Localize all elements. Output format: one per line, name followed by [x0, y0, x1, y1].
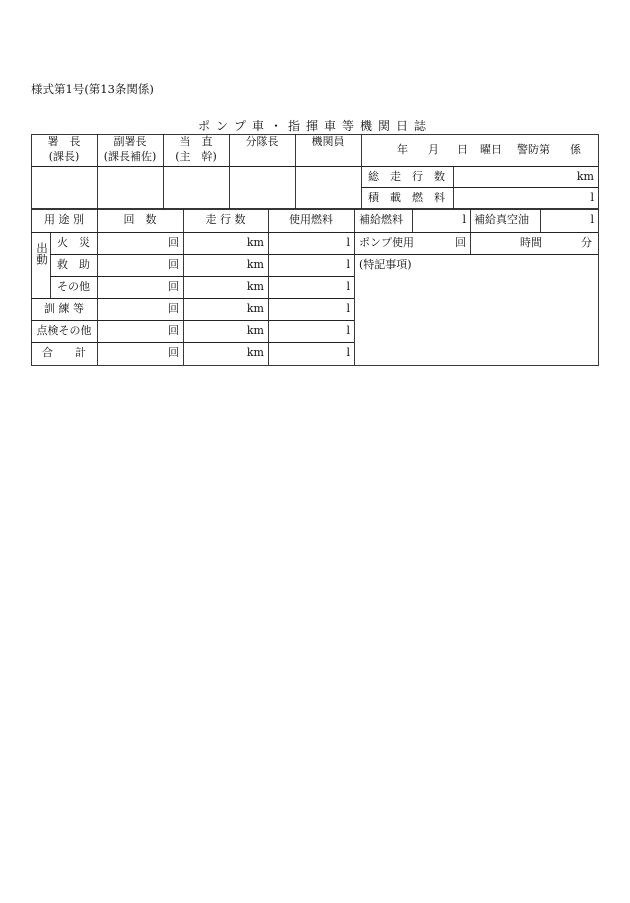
- row-rescue-distance-unit[interactable]: km: [246, 258, 264, 271]
- row-label-inspection: 点検その他: [36, 324, 92, 337]
- row-total-fuel-unit[interactable]: l: [346, 346, 350, 359]
- fuel-on-board-field[interactable]: [454, 191, 594, 206]
- dispatch-group-label: 出動: [35, 242, 49, 265]
- deputy-header: [97, 135, 163, 165]
- fuel-on-board-label: 積 載 燃 料: [368, 191, 445, 204]
- row-total-distance-unit[interactable]: km: [246, 346, 264, 359]
- row-training-count-unit[interactable]: 回: [168, 302, 179, 315]
- refuel-label: 補給燃料: [359, 213, 403, 226]
- chief-sublabel: (課長): [48, 149, 80, 163]
- form-number: 様式第1号(第13条関係): [31, 82, 154, 96]
- squad-leader-header: 分隊長: [245, 135, 279, 148]
- row-inspection-fuel-unit[interactable]: l: [346, 324, 350, 337]
- row-fire-fuel-unit[interactable]: l: [346, 236, 350, 249]
- date-month: 月: [428, 143, 439, 156]
- section-suffix: 係: [570, 143, 581, 156]
- row-label-total: 合 計: [42, 346, 86, 359]
- row-total-count-unit[interactable]: 回: [168, 346, 179, 359]
- pump-hours-unit[interactable]: 時間: [520, 236, 542, 249]
- pump-use-label: ポンプ使用: [359, 236, 414, 249]
- col-fuel-used: 使用燃料: [289, 213, 333, 226]
- deputy-label: 副署長: [113, 135, 147, 148]
- col-purpose: 用 途 別: [44, 213, 84, 226]
- engineer-header: 機関員: [311, 135, 345, 148]
- date-year: 年: [397, 143, 408, 156]
- on-duty-label: 当 直: [179, 135, 213, 148]
- chief-header: [31, 135, 97, 165]
- special-notes-area[interactable]: [356, 275, 596, 363]
- row-fire-count-unit[interactable]: 回: [168, 236, 179, 249]
- on-duty-header: [163, 135, 229, 165]
- page-title: ポンプ車・指揮車等機関日誌: [197, 119, 432, 133]
- col-count: 回 数: [123, 213, 157, 226]
- col-distance: 走 行 数: [205, 213, 246, 226]
- deputy-seal-box[interactable]: [98, 167, 163, 208]
- refuel-field[interactable]: [413, 213, 466, 228]
- pump-use-count-unit[interactable]: 回: [455, 236, 466, 249]
- row-dispatch-other-count-unit[interactable]: 回: [168, 280, 179, 293]
- date-day: 日: [457, 143, 468, 156]
- refuel-unit: l: [462, 213, 466, 226]
- row-training-fuel-unit[interactable]: l: [346, 302, 350, 315]
- row-label-fire: 火 災: [57, 236, 90, 249]
- fuel-on-board-unit: l: [590, 191, 594, 204]
- row-inspection-distance-unit[interactable]: km: [246, 324, 264, 337]
- special-notes-label: (特記事項): [359, 258, 412, 271]
- refuel-vac-oil-label: 補給真空油: [474, 213, 529, 226]
- row-dispatch-other-fuel-unit[interactable]: l: [346, 280, 350, 293]
- total-distance-label: 総 走 行 数: [368, 170, 445, 183]
- row-rescue-fuel-unit[interactable]: l: [346, 258, 350, 271]
- row-inspection-count-unit[interactable]: 回: [168, 324, 179, 337]
- deputy-sublabel: (課長補佐): [103, 149, 157, 163]
- refuel-vac-oil-unit: l: [590, 213, 594, 226]
- row-training-distance-unit[interactable]: km: [246, 302, 264, 315]
- refuel-vac-oil-field[interactable]: [541, 213, 594, 228]
- section-prefix: 警防第: [517, 143, 550, 156]
- row-label-rescue: 救 助: [57, 258, 90, 271]
- row-rescue-count-unit[interactable]: 回: [168, 258, 179, 271]
- chief-seal-box[interactable]: [32, 167, 97, 208]
- total-distance-field[interactable]: [454, 170, 594, 185]
- on-duty-seal-box[interactable]: [164, 167, 229, 208]
- row-label-training: 訓 練 等: [44, 302, 84, 315]
- on-duty-sublabel: (主 幹): [175, 149, 217, 163]
- row-fire-distance-unit[interactable]: km: [246, 236, 264, 249]
- engineer-seal-box[interactable]: [296, 167, 361, 208]
- total-distance-unit: km: [576, 170, 594, 183]
- chief-label: 署 長: [47, 135, 81, 148]
- row-dispatch-other-distance-unit[interactable]: km: [246, 280, 264, 293]
- date-weekday: 曜日: [480, 143, 502, 156]
- pump-minutes-unit[interactable]: 分: [581, 236, 592, 249]
- row-label-dispatch-other: その他: [57, 280, 90, 293]
- squad-leader-seal-box[interactable]: [230, 167, 295, 208]
